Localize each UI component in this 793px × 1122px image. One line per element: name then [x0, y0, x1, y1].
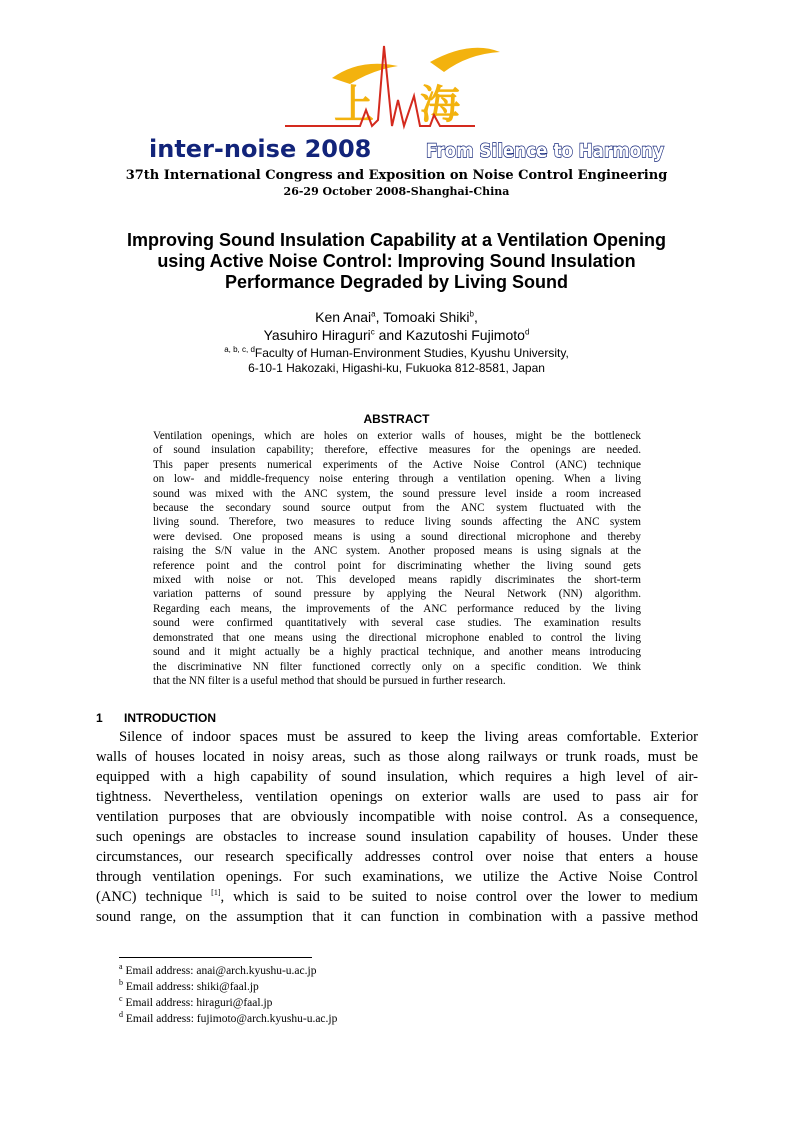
abstract-line: the discriminative NN filter functioned correctly only on a specific condition. We think: [153, 660, 641, 673]
author-mark: b: [469, 309, 474, 319]
author-line-2: Yasuhiro Hiraguri$^c$ and Kazutoshi Fujimoto$^d$: [263, 327, 530, 343]
author-mark: c: [370, 327, 375, 337]
abstract-line: living sound. Therefore, two measures to reduce living sounds affecting the ANC system: [153, 516, 641, 529]
conference-slogan: From Silence to Harmony: [426, 140, 665, 162]
author-line-1: Ken Anai$^a$, Tomoaki Shiki$^b$,: [315, 309, 478, 325]
body-line: such openings are obstacles to increase sound insulation capability of houses. Under these: [96, 829, 698, 845]
abstract-line: that the NN filter is a useful method that should be pursued in further research.: [153, 674, 506, 687]
conference-logo: [0, 0, 793, 170]
author-name: Kazutoshi Fujimoto: [405, 327, 525, 343]
body-line: circumstances, our research specifically addresses control over noise that enters a house: [96, 849, 698, 865]
author-mark: a: [371, 309, 376, 319]
footnote: $^b$ Email address: shiki@faal.jp: [119, 978, 259, 993]
paper-title-line-3: Performance Degraded by Living Sound: [224, 272, 569, 292]
abstract-line: raising the S/N value in the ANC system. Another proposed means is using signals at the: [153, 545, 641, 558]
body-line: sound range, on the assumption that it can function in combination with a passive method: [96, 909, 698, 925]
date-line: 26-29 October 2008-Shanghai-China: [283, 185, 510, 198]
footnote-rule: [119, 957, 312, 958]
abstract-line: Ventilation openings, which are holes on exterior walls of houses, might be the bottleneck: [153, 430, 641, 442]
body-line: walls of houses located in noisy areas, such as those along railways or trunk roads, must be: [96, 749, 698, 765]
abstract-line: sound were confirmed quantitatively with several case studies. The examination results: [153, 617, 641, 630]
abstract-body: [153, 429, 641, 688]
abstract-line: sound was mixed with the ANC system, the sound pressure level inside a room increased: [153, 487, 641, 500]
abstract-line: reference point and the control point for discriminating whether the living sound gets: [153, 559, 641, 572]
abstract-line: because the secondary sound source output from the ANC system fluctuated with the: [153, 502, 641, 515]
body-line: ventilation purposes that are obviously incompatible with noise control. As a consequence,: [96, 809, 698, 825]
author-name: Tomoaki Shiki: [383, 309, 470, 325]
abstract-line: mixed with noise or not. This developed means rapidly discriminates the short-term: [153, 574, 641, 587]
affiliation: $^{a, b, c, d}$Faculty of Human-Environment Studies, Kyushu University,: [224, 345, 569, 360]
section-number: 1: [96, 711, 103, 725]
logo-chinese-hai: 海: [420, 81, 460, 128]
abstract-line: were devised. One proposed means is using a sound directional microphone and thereby: [153, 530, 641, 543]
citation-ref: [1]: [211, 888, 221, 898]
body-line: through ventilation openings. For such examinations, we utilize the Active Noise Control: [96, 869, 698, 885]
author-mark: d: [524, 327, 530, 337]
abstract-line: Regarding each means, the improvements of the ANC performance reduced by the living: [153, 602, 641, 615]
conference-name: inter-noise 2008: [149, 135, 372, 163]
footnote: $^a$ Email address: anai@arch.kyushu-u.ac.jp: [119, 962, 317, 977]
abstract-heading: ABSTRACT: [363, 412, 430, 426]
logo-chinese-shang: 上: [334, 81, 374, 128]
logo-swoosh: [430, 48, 500, 72]
paper-title-line-1: Improving Sound Insulation Capability at a Ventilation Opening: [126, 230, 667, 250]
abstract-line: of sound insulation capability; therefore, effective measures for the openings are needed.: [153, 444, 641, 457]
body-line: (ANC) technique [1], which is said to be suited to noise control over the lower to medium: [96, 888, 699, 905]
body-line: tightness. Nevertheless, ventilation openings on exterior walls are used to pass air for: [96, 789, 698, 805]
affiliation-marks: a, b, c, d: [224, 345, 255, 354]
footnote: $^c$ Email address: hiraguri@faal.jp: [119, 994, 273, 1009]
abstract-line: demonstrated that one means using the directional microphone enabled to control the living: [153, 631, 641, 644]
body-line: Silence of indoor spaces must be assured to keep the living areas comfortable. Exterior: [119, 729, 698, 745]
body-line: equipped with a high capability of sound insulation, which requires a high level of air-: [96, 769, 698, 785]
abstract-line: sound and it might actually be a highly practical technique, and another means introducing: [153, 646, 641, 659]
footnote: $^d$ Email address: fujimoto@arch.kyushu-u.ac.jp: [119, 1010, 338, 1025]
abstract-line: variation patterns of sound pressure by applying the Neural Network (NN) algorithm.: [153, 588, 641, 601]
section-title: INTRODUCTION: [124, 711, 216, 725]
abstract-line: on low- and middle-frequency noise entering through a ventilation opening. When a living: [153, 473, 641, 486]
abstract-line: This paper presents numerical experiments of the Active Noise Control (ANC) technique: [153, 458, 641, 471]
address: 6-10-1 Hakozaki, Higashi-ku, Fukuoka 812-8581, Japan: [248, 361, 545, 375]
author-name: Ken Anai: [315, 309, 372, 325]
paper-title-line-2: using Active Noise Control: Improving Sound Insulation: [157, 251, 636, 271]
section-heading: [96, 711, 216, 725]
congress-line: 37th International Congress and Exposition on Noise Control Engineering: [125, 168, 668, 183]
author-name: Yasuhiro Hiraguri: [263, 327, 371, 343]
